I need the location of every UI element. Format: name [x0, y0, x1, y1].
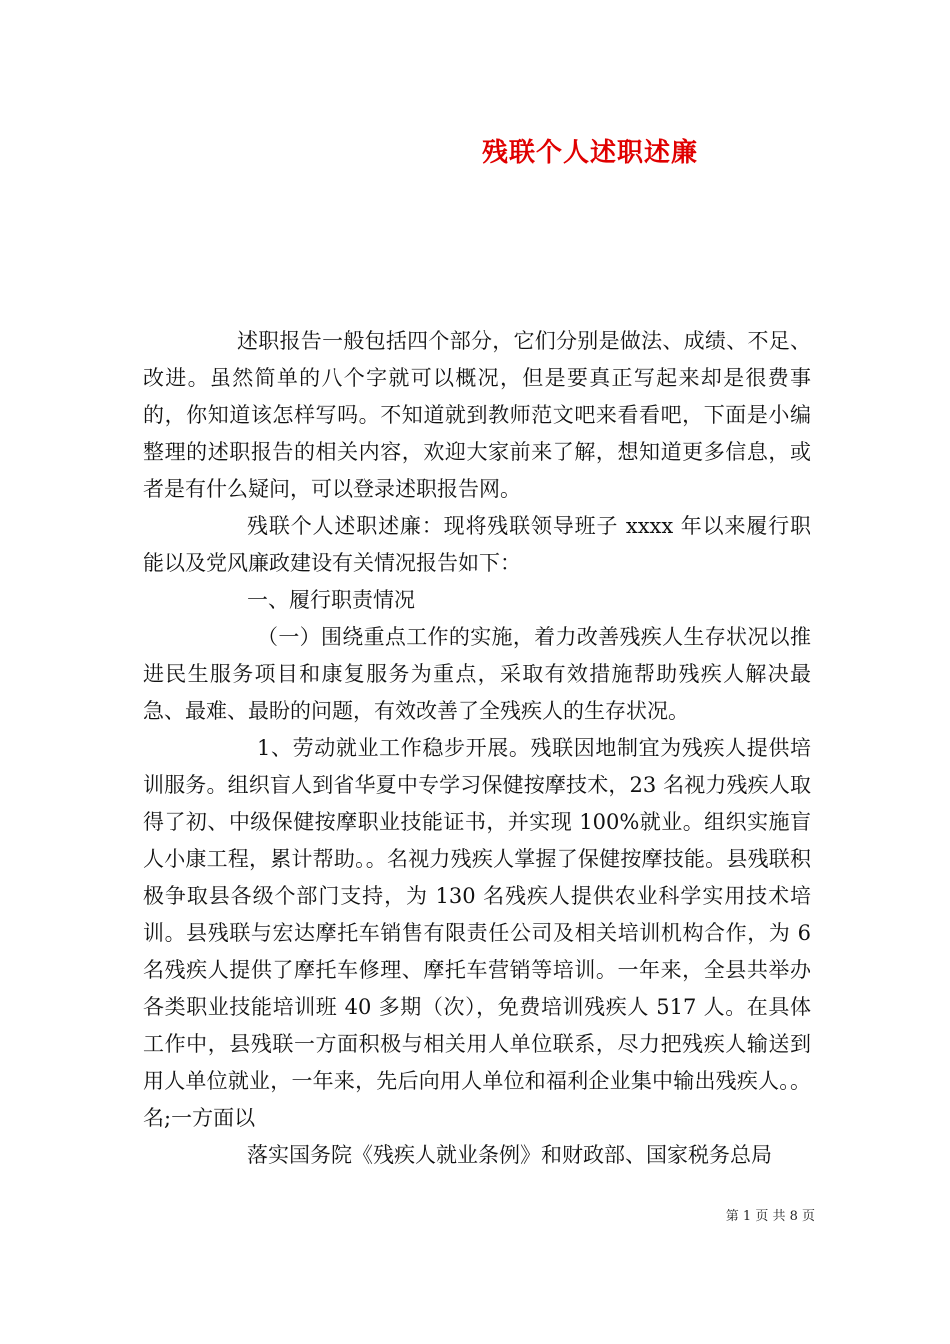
- section-heading: 一、履行职责情况: [247, 588, 415, 612]
- document-title: 残联个人述职述廉: [481, 138, 698, 168]
- paragraph-continued: 落实国务院《残疾人就业条例》和财政部、国家税务总局: [247, 1143, 772, 1167]
- paragraph-intro: 述职报告一般包括四个部分，它们分别是做法、成绩、不足、改进。虽然简单的八个字就可以概况，但是要真正写起来却是很费事的，你知道该怎样写吗。不知道就到教师范文吧来看看吧，下面是小编整理的述职报告的相关内容，欢迎大家前来了解，想知道更多信息，或者是有什么疑问，可以登录述职报告网。: [143, 329, 811, 501]
- paragraph-summary: 残联个人述职述廉：现将残联领导班子 xxxx 年以来履行职能以及党风廉政建设有关情况报告如下：: [143, 514, 811, 575]
- page-number-footer: 第 1 页 共 8 页: [725, 1209, 815, 1224]
- document-body: [143, 323, 811, 1174]
- paragraph-subsection-1: （一）围绕重点工作的实施，着力改善残疾人生存状况以推进民生服务项目和康复服务为重点，采取有效措施帮助残疾人解决最急、最难、最盼的问题，有效改善了全残疾人的生存状况。: [143, 625, 811, 723]
- paragraph-employment: 1、劳动就业工作稳步开展。残联因地制宜为残疾人提供培训服务。组织盲人到省华夏中专学习保健按摩技术，23 名视力残疾人取得了初、中级保健按摩职业技能证书，并实现 100%就业。组织实施盲人小康工程，累计帮助。。名视力残疾人掌握了保健按摩技能。县残联积极争取县各级个部门支持，为 130 名残疾人提供农业科学实用技术培训。县残联与宏达摩托车销售有限责任公司及相关培训机构合作，为 6 名残疾人提供了摩托车修理、摩托车营销等培训。一年来，全县共举办各类职业技能培训班 40 多期（次），免费培训残疾人 517 人。在具体工作中，县残联一方面积极与相关用人单位联系，尽力把残疾人输送到用人单位就业，一年来，先后向用人单位和福利企业集中输出残疾人。。名;一方面以: [143, 736, 811, 1130]
